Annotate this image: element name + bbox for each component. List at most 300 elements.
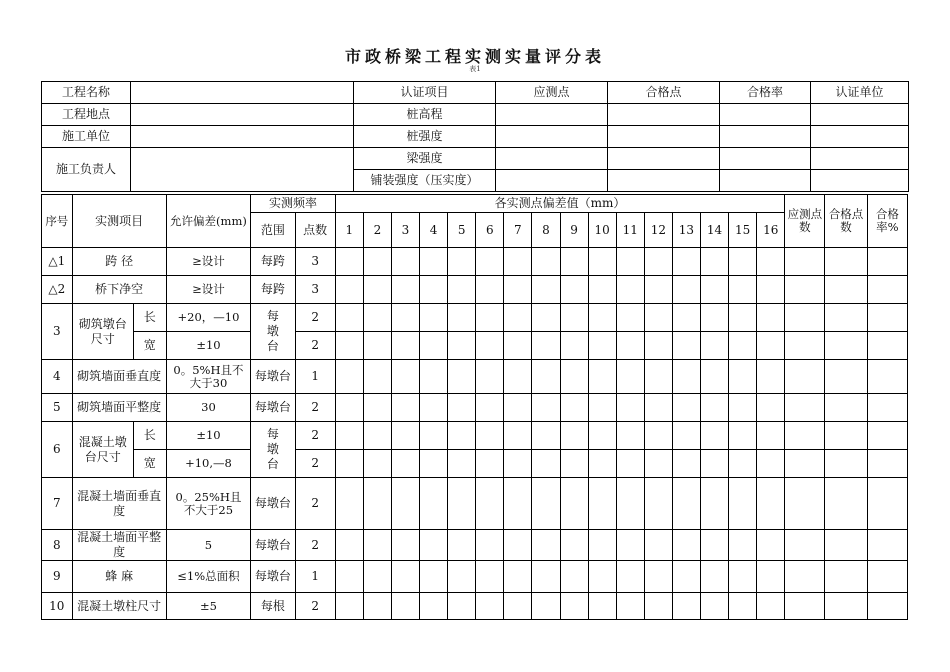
measure-cell[interactable] bbox=[476, 593, 504, 620]
header-deviation: 各实测点偏差值（mm） bbox=[335, 195, 785, 213]
row-points: 2 bbox=[295, 394, 335, 422]
measure-cell[interactable] bbox=[825, 248, 867, 276]
measure-cell[interactable] bbox=[560, 304, 588, 332]
measure-cell[interactable] bbox=[825, 593, 867, 620]
row-number: 9 bbox=[42, 561, 73, 593]
measure-cell[interactable] bbox=[335, 530, 363, 561]
measure-cell[interactable] bbox=[785, 530, 825, 561]
measure-cell[interactable] bbox=[729, 394, 757, 422]
measure-cell[interactable] bbox=[476, 360, 504, 394]
measure-cell[interactable] bbox=[560, 360, 588, 394]
measure-cell[interactable] bbox=[560, 394, 588, 422]
measure-cell[interactable] bbox=[867, 450, 907, 478]
measure-cell[interactable] bbox=[560, 422, 588, 450]
measure-cell[interactable] bbox=[672, 450, 700, 478]
header-pass-points: 合格点数 bbox=[825, 195, 867, 248]
measure-cell[interactable] bbox=[363, 422, 391, 450]
measure-cell[interactable] bbox=[867, 478, 907, 530]
measure-cell[interactable] bbox=[532, 304, 560, 332]
measure-cell[interactable] bbox=[867, 422, 907, 450]
measure-cell[interactable] bbox=[391, 360, 419, 394]
measure-cell[interactable] bbox=[448, 276, 476, 304]
measure-cell[interactable] bbox=[867, 332, 907, 360]
measure-cell[interactable] bbox=[672, 593, 700, 620]
measure-cell[interactable] bbox=[825, 394, 867, 422]
measure-cell[interactable] bbox=[335, 450, 363, 478]
measure-cell[interactable] bbox=[335, 304, 363, 332]
row-item: 混凝土墩柱尺寸 bbox=[72, 593, 166, 620]
measure-cell[interactable] bbox=[700, 450, 728, 478]
measure-cell[interactable] bbox=[363, 304, 391, 332]
measure-cell[interactable] bbox=[785, 360, 825, 394]
measure-cell[interactable] bbox=[335, 478, 363, 530]
table-row bbox=[42, 332, 908, 360]
measure-cell[interactable] bbox=[616, 332, 644, 360]
measure-cell[interactable] bbox=[672, 360, 700, 394]
row-number: 8 bbox=[42, 530, 73, 561]
measure-cell[interactable] bbox=[504, 478, 532, 530]
row-subitem: 宽 bbox=[133, 332, 166, 360]
project-name-field[interactable] bbox=[131, 82, 354, 104]
measure-cell[interactable] bbox=[785, 561, 825, 593]
measure-cell[interactable] bbox=[729, 530, 757, 561]
measure-cell[interactable] bbox=[700, 394, 728, 422]
measure-cell[interactable] bbox=[616, 478, 644, 530]
measure-cell[interactable] bbox=[729, 276, 757, 304]
measure-cell[interactable] bbox=[700, 276, 728, 304]
measure-cell[interactable] bbox=[785, 248, 825, 276]
measure-cell[interactable] bbox=[532, 593, 560, 620]
measure-cell[interactable] bbox=[560, 530, 588, 561]
table-row bbox=[42, 126, 909, 148]
measure-cell[interactable] bbox=[363, 561, 391, 593]
measure-cell[interactable] bbox=[672, 276, 700, 304]
measure-cell[interactable] bbox=[672, 530, 700, 561]
header-point-13: 13 bbox=[672, 213, 700, 248]
measure-cell[interactable] bbox=[729, 422, 757, 450]
header-point-14: 14 bbox=[700, 213, 728, 248]
measure-cell[interactable] bbox=[729, 332, 757, 360]
measure-cell[interactable] bbox=[448, 332, 476, 360]
measure-cell[interactable] bbox=[476, 450, 504, 478]
measure-cell[interactable] bbox=[785, 332, 825, 360]
measure-cell[interactable] bbox=[363, 360, 391, 394]
measure-cell[interactable] bbox=[644, 360, 672, 394]
measure-cell[interactable] bbox=[588, 276, 616, 304]
measure-cell[interactable] bbox=[700, 304, 728, 332]
measure-cell[interactable] bbox=[785, 304, 825, 332]
measure-cell[interactable] bbox=[476, 332, 504, 360]
measure-cell[interactable] bbox=[700, 360, 728, 394]
measure-cell[interactable] bbox=[476, 276, 504, 304]
project-info-table bbox=[41, 81, 909, 192]
row-tolerance: ±10 bbox=[166, 332, 251, 360]
measure-cell[interactable] bbox=[867, 248, 907, 276]
header-frequency: 实测频率 bbox=[251, 195, 336, 213]
measure-cell[interactable] bbox=[644, 304, 672, 332]
measure-cell[interactable] bbox=[757, 422, 785, 450]
measure-cell[interactable] bbox=[448, 422, 476, 450]
measure-cell[interactable] bbox=[785, 422, 825, 450]
measure-cell[interactable] bbox=[532, 561, 560, 593]
measure-cell[interactable] bbox=[757, 530, 785, 561]
measure-cell[interactable] bbox=[729, 360, 757, 394]
measurement-table bbox=[41, 194, 908, 620]
measure-cell[interactable] bbox=[588, 304, 616, 332]
header-range: 范围 bbox=[251, 213, 295, 248]
project-location-field[interactable] bbox=[131, 104, 354, 126]
measure-cell[interactable] bbox=[644, 248, 672, 276]
measure-cell[interactable] bbox=[672, 478, 700, 530]
measure-cell[interactable] bbox=[391, 593, 419, 620]
header-point-7: 7 bbox=[504, 213, 532, 248]
measure-cell[interactable] bbox=[335, 360, 363, 394]
measure-cell[interactable] bbox=[504, 394, 532, 422]
measure-cell[interactable] bbox=[504, 248, 532, 276]
measure-cell[interactable] bbox=[757, 394, 785, 422]
label-project-location: 工程地点 bbox=[42, 104, 131, 126]
row-item: 砌筑墙面平整度 bbox=[72, 394, 166, 422]
measure-cell[interactable] bbox=[785, 450, 825, 478]
header-point-4: 4 bbox=[420, 213, 448, 248]
row-points: 2 bbox=[295, 450, 335, 478]
measure-cell[interactable] bbox=[448, 530, 476, 561]
measure-cell[interactable] bbox=[644, 276, 672, 304]
measure-cell[interactable] bbox=[420, 332, 448, 360]
header-cert-item: 认证项目 bbox=[354, 82, 496, 104]
measure-cell[interactable] bbox=[335, 593, 363, 620]
measure-cell[interactable] bbox=[476, 561, 504, 593]
measure-cell[interactable] bbox=[420, 530, 448, 561]
measure-cell[interactable] bbox=[532, 360, 560, 394]
measure-cell[interactable] bbox=[825, 450, 867, 478]
measure-cell[interactable] bbox=[391, 248, 419, 276]
measure-cell[interactable] bbox=[448, 593, 476, 620]
measure-cell[interactable] bbox=[363, 450, 391, 478]
header-cert-unit: 认证单位 bbox=[811, 82, 909, 104]
measure-cell[interactable] bbox=[448, 478, 476, 530]
measure-cell[interactable] bbox=[700, 248, 728, 276]
header-pass-points: 合格点 bbox=[608, 82, 720, 104]
measure-cell[interactable] bbox=[700, 478, 728, 530]
measure-cell[interactable] bbox=[672, 248, 700, 276]
measure-cell[interactable] bbox=[420, 360, 448, 394]
measure-cell[interactable] bbox=[700, 332, 728, 360]
construction-unit-field[interactable] bbox=[131, 126, 354, 148]
measure-cell[interactable] bbox=[867, 593, 907, 620]
measure-cell[interactable] bbox=[588, 593, 616, 620]
measure-cell[interactable] bbox=[420, 593, 448, 620]
row-tolerance: ≥设计 bbox=[166, 276, 251, 304]
measure-cell[interactable] bbox=[448, 394, 476, 422]
measure-cell[interactable] bbox=[825, 530, 867, 561]
measure-cell[interactable] bbox=[588, 360, 616, 394]
measure-cell[interactable] bbox=[867, 394, 907, 422]
measure-cell[interactable] bbox=[785, 276, 825, 304]
measure-cell[interactable] bbox=[420, 478, 448, 530]
measure-cell[interactable] bbox=[825, 332, 867, 360]
measure-cell[interactable] bbox=[391, 304, 419, 332]
measure-cell[interactable] bbox=[420, 450, 448, 478]
measure-cell[interactable] bbox=[504, 593, 532, 620]
table-row bbox=[42, 276, 908, 304]
measure-cell[interactable] bbox=[644, 530, 672, 561]
measure-cell[interactable] bbox=[335, 561, 363, 593]
header-row-1 bbox=[42, 195, 908, 213]
measure-cell[interactable] bbox=[785, 478, 825, 530]
row-tolerance: 0。5%H且不大于30 bbox=[166, 360, 251, 394]
measure-cell[interactable] bbox=[504, 360, 532, 394]
measure-cell[interactable] bbox=[420, 394, 448, 422]
header-pass-rate: 合格率 bbox=[720, 82, 811, 104]
measure-cell[interactable] bbox=[476, 530, 504, 561]
measure-cell[interactable] bbox=[476, 422, 504, 450]
measure-cell[interactable] bbox=[757, 332, 785, 360]
table-row bbox=[42, 360, 908, 394]
measure-cell[interactable] bbox=[825, 276, 867, 304]
measure-cell[interactable] bbox=[825, 304, 867, 332]
measure-cell[interactable] bbox=[504, 276, 532, 304]
measure-cell[interactable] bbox=[532, 332, 560, 360]
measure-cell[interactable] bbox=[476, 478, 504, 530]
measure-cell[interactable] bbox=[644, 478, 672, 530]
measure-cell[interactable] bbox=[363, 530, 391, 561]
measure-cell[interactable] bbox=[616, 304, 644, 332]
measure-cell[interactable] bbox=[391, 276, 419, 304]
measure-cell[interactable] bbox=[700, 530, 728, 561]
measure-cell[interactable] bbox=[504, 450, 532, 478]
measure-cell[interactable] bbox=[729, 248, 757, 276]
header-item: 实测项目 bbox=[72, 195, 166, 248]
header-should-points: 应测点数 bbox=[785, 195, 825, 248]
row-range: 每墩台 bbox=[251, 304, 295, 360]
measure-cell[interactable] bbox=[391, 478, 419, 530]
measure-cell[interactable] bbox=[644, 593, 672, 620]
measure-cell[interactable] bbox=[335, 332, 363, 360]
measure-cell[interactable] bbox=[560, 276, 588, 304]
header-points: 点数 bbox=[295, 213, 335, 248]
measure-cell[interactable] bbox=[504, 422, 532, 450]
table-row bbox=[42, 148, 909, 170]
row-points: 1 bbox=[295, 561, 335, 593]
row-tolerance: +20，—10 bbox=[166, 304, 251, 332]
measure-cell[interactable] bbox=[504, 561, 532, 593]
measure-cell[interactable] bbox=[476, 394, 504, 422]
measure-cell[interactable] bbox=[644, 394, 672, 422]
measure-cell[interactable] bbox=[448, 304, 476, 332]
row-tolerance: ±5 bbox=[166, 593, 251, 620]
header-tolerance: 允许偏差(mm) bbox=[166, 195, 251, 248]
measure-cell[interactable] bbox=[785, 593, 825, 620]
measure-cell[interactable] bbox=[729, 478, 757, 530]
measure-cell[interactable] bbox=[757, 450, 785, 478]
table-number: 表1 bbox=[469, 65, 481, 73]
measure-cell[interactable] bbox=[644, 450, 672, 478]
measure-cell[interactable] bbox=[672, 422, 700, 450]
measure-cell[interactable] bbox=[560, 450, 588, 478]
measure-cell[interactable] bbox=[757, 304, 785, 332]
measure-cell[interactable] bbox=[825, 478, 867, 530]
measure-cell[interactable] bbox=[504, 304, 532, 332]
row-number: 6 bbox=[42, 422, 73, 478]
measure-cell[interactable] bbox=[672, 561, 700, 593]
measure-cell[interactable] bbox=[867, 304, 907, 332]
measure-cell[interactable] bbox=[700, 422, 728, 450]
label-project-name: 工程名称 bbox=[42, 82, 131, 104]
measure-cell[interactable] bbox=[560, 478, 588, 530]
table-row bbox=[42, 82, 909, 104]
measure-cell[interactable] bbox=[391, 561, 419, 593]
measure-cell[interactable] bbox=[588, 422, 616, 450]
measure-cell[interactable] bbox=[335, 248, 363, 276]
measure-cell[interactable] bbox=[757, 478, 785, 530]
measure-cell[interactable] bbox=[391, 332, 419, 360]
measure-cell[interactable] bbox=[363, 478, 391, 530]
page-title: 市政桥梁工程实测实量评分表 bbox=[344, 47, 605, 66]
measure-cell[interactable] bbox=[532, 248, 560, 276]
measure-cell[interactable] bbox=[729, 304, 757, 332]
measure-cell[interactable] bbox=[616, 561, 644, 593]
header-point-15: 15 bbox=[729, 213, 757, 248]
measure-cell[interactable] bbox=[335, 394, 363, 422]
row-tolerance: ≤1%总面积 bbox=[166, 561, 251, 593]
measure-cell[interactable] bbox=[335, 276, 363, 304]
measure-cell[interactable] bbox=[729, 450, 757, 478]
measure-cell[interactable] bbox=[448, 248, 476, 276]
table-row bbox=[42, 304, 908, 332]
measure-cell[interactable] bbox=[504, 530, 532, 561]
measure-cell[interactable] bbox=[363, 248, 391, 276]
measure-cell[interactable] bbox=[476, 248, 504, 276]
measure-cell[interactable] bbox=[644, 422, 672, 450]
measure-cell[interactable] bbox=[867, 561, 907, 593]
measure-cell[interactable] bbox=[588, 248, 616, 276]
measure-cell[interactable] bbox=[420, 422, 448, 450]
measure-cell[interactable] bbox=[363, 332, 391, 360]
row-subitem: 宽 bbox=[133, 450, 166, 478]
measure-cell[interactable] bbox=[504, 332, 532, 360]
measure-cell[interactable] bbox=[757, 561, 785, 593]
measure-cell[interactable] bbox=[420, 561, 448, 593]
measure-cell[interactable] bbox=[757, 360, 785, 394]
measure-cell[interactable] bbox=[420, 276, 448, 304]
measure-cell[interactable] bbox=[588, 332, 616, 360]
measure-cell[interactable] bbox=[588, 450, 616, 478]
measure-cell[interactable] bbox=[672, 304, 700, 332]
measure-cell[interactable] bbox=[476, 304, 504, 332]
measure-cell[interactable] bbox=[729, 593, 757, 620]
header-point-11: 11 bbox=[616, 213, 644, 248]
measure-cell[interactable] bbox=[825, 360, 867, 394]
row-item: 蜂 麻 bbox=[72, 561, 166, 593]
measure-cell[interactable] bbox=[448, 450, 476, 478]
measure-cell[interactable] bbox=[700, 593, 728, 620]
row-tolerance: +10,—8 bbox=[166, 450, 251, 478]
measure-cell[interactable] bbox=[825, 561, 867, 593]
row-points: 3 bbox=[295, 248, 335, 276]
header-pass-rate: 合格率% bbox=[867, 195, 907, 248]
measure-cell[interactable] bbox=[644, 332, 672, 360]
measure-cell[interactable] bbox=[729, 561, 757, 593]
measure-cell[interactable] bbox=[391, 394, 419, 422]
measure-cell[interactable] bbox=[757, 276, 785, 304]
measure-cell[interactable] bbox=[420, 248, 448, 276]
measure-cell[interactable] bbox=[757, 248, 785, 276]
row-number: △2 bbox=[42, 276, 73, 304]
measure-cell[interactable] bbox=[867, 530, 907, 561]
measure-cell[interactable] bbox=[335, 422, 363, 450]
measure-cell[interactable] bbox=[448, 561, 476, 593]
measure-cell[interactable] bbox=[448, 360, 476, 394]
measure-cell[interactable] bbox=[532, 478, 560, 530]
measure-cell[interactable] bbox=[616, 248, 644, 276]
measure-cell[interactable] bbox=[560, 561, 588, 593]
measure-cell[interactable] bbox=[672, 332, 700, 360]
row-points: 1 bbox=[295, 360, 335, 394]
measure-cell[interactable] bbox=[363, 394, 391, 422]
measure-cell[interactable] bbox=[560, 248, 588, 276]
measure-cell[interactable] bbox=[616, 394, 644, 422]
measure-cell[interactable] bbox=[616, 422, 644, 450]
measure-cell[interactable] bbox=[363, 276, 391, 304]
measure-cell[interactable] bbox=[825, 422, 867, 450]
row-range: 每墩台 bbox=[251, 530, 295, 561]
measure-cell[interactable] bbox=[532, 422, 560, 450]
row-range: 每跨 bbox=[251, 276, 295, 304]
row-number: 5 bbox=[42, 394, 73, 422]
measure-cell[interactable] bbox=[785, 394, 825, 422]
measure-cell[interactable] bbox=[616, 593, 644, 620]
measure-cell[interactable] bbox=[560, 332, 588, 360]
measure-cell[interactable] bbox=[616, 450, 644, 478]
measure-cell[interactable] bbox=[616, 276, 644, 304]
table-row bbox=[42, 561, 908, 593]
measure-cell[interactable] bbox=[644, 561, 672, 593]
row-range: 每墩台 bbox=[251, 561, 295, 593]
measure-cell[interactable] bbox=[672, 394, 700, 422]
row-item: 混凝土墙面平整度 bbox=[72, 530, 166, 561]
row-points: 2 bbox=[295, 478, 335, 530]
measure-cell[interactable] bbox=[391, 422, 419, 450]
measure-cell[interactable] bbox=[757, 593, 785, 620]
measure-cell[interactable] bbox=[560, 593, 588, 620]
measure-cell[interactable] bbox=[532, 530, 560, 561]
measure-cell[interactable] bbox=[588, 561, 616, 593]
measure-cell[interactable] bbox=[391, 530, 419, 561]
measure-cell[interactable] bbox=[532, 394, 560, 422]
header-point-6: 6 bbox=[476, 213, 504, 248]
measure-cell[interactable] bbox=[588, 394, 616, 422]
measure-cell[interactable] bbox=[420, 304, 448, 332]
row-tolerance: ≥设计 bbox=[166, 248, 251, 276]
measure-cell[interactable] bbox=[588, 478, 616, 530]
table-row bbox=[42, 478, 908, 530]
measure-cell[interactable] bbox=[588, 530, 616, 561]
measure-cell[interactable] bbox=[363, 593, 391, 620]
measure-cell[interactable] bbox=[616, 360, 644, 394]
measure-cell[interactable] bbox=[867, 360, 907, 394]
measure-cell[interactable] bbox=[532, 276, 560, 304]
measure-cell[interactable] bbox=[867, 276, 907, 304]
header-point-1: 1 bbox=[335, 213, 363, 248]
row-tolerance: 5 bbox=[166, 530, 251, 561]
measure-cell[interactable] bbox=[391, 450, 419, 478]
measure-cell[interactable] bbox=[616, 530, 644, 561]
row-item: 砌筑墩台尺寸 bbox=[72, 304, 133, 360]
person-in-charge-field[interactable] bbox=[131, 148, 354, 192]
measure-cell[interactable] bbox=[532, 450, 560, 478]
measure-cell[interactable] bbox=[700, 561, 728, 593]
